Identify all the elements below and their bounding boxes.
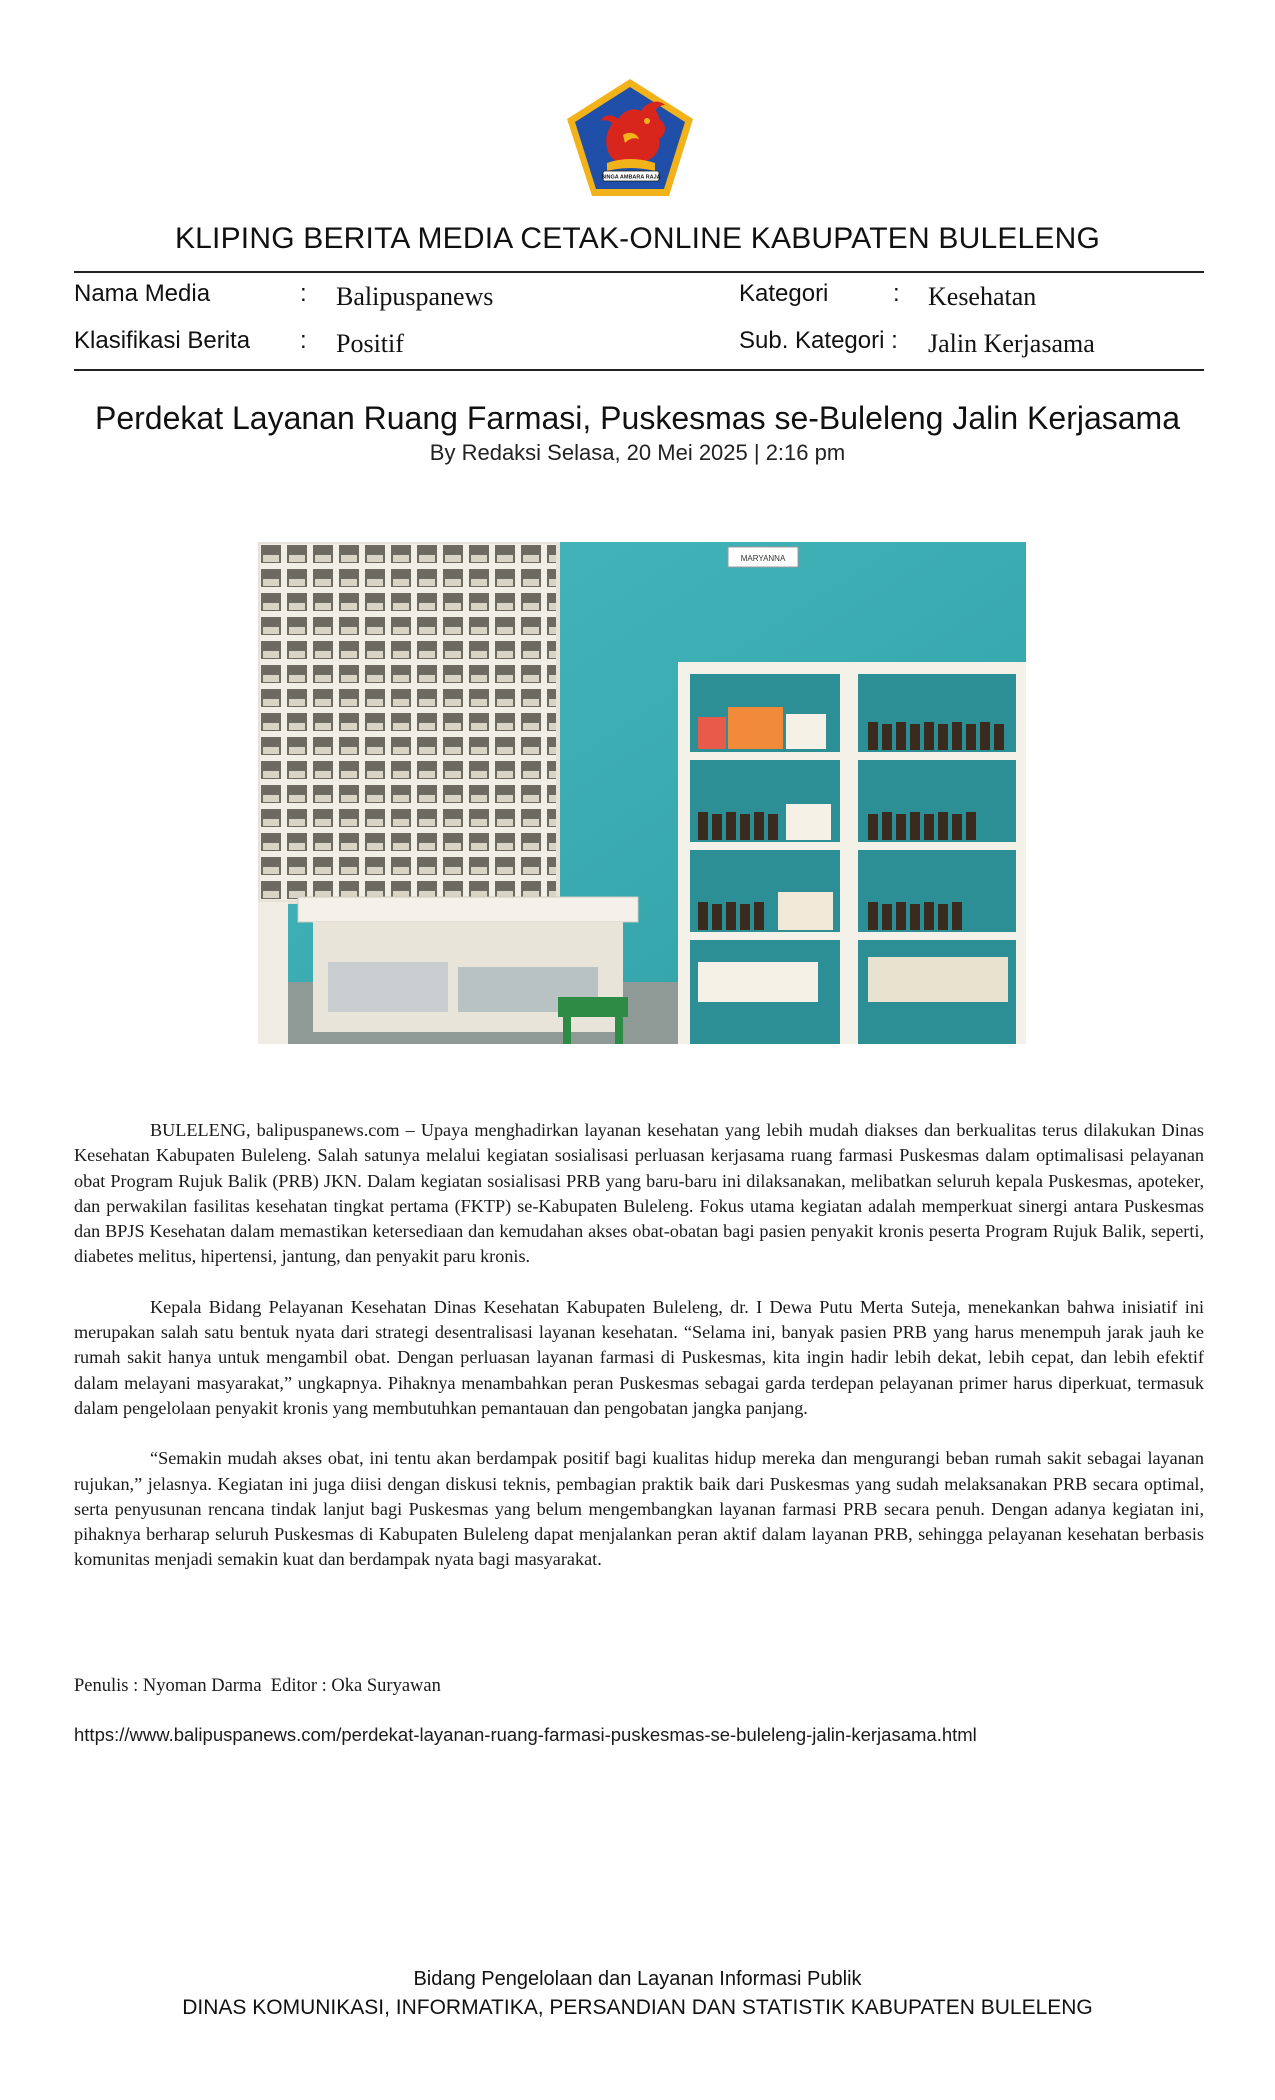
kategori-label: Kategori (739, 280, 829, 307)
header-rule-top (74, 271, 1204, 273)
article-byline: By Redaksi Selasa, 20 Mei 2025 | 2:16 pm (429, 440, 846, 465)
sub-kategori-label: Sub. Kategori : (739, 327, 898, 354)
klasifikasi-colon: : (300, 327, 307, 354)
crest-motto: SINGA AMBARA RAJA (601, 174, 661, 181)
nama-media-label: Nama Media (74, 280, 211, 307)
article-photo-pharmacy-room (258, 542, 1026, 1044)
sub-kategori-value: Jalin Kerjasama (928, 329, 1095, 358)
document-title: KLIPING BERITA MEDIA CETAK-ONLINE KABUPATEN BULELENG (174, 222, 1101, 255)
footer-department: Bidang Pengelolaan dan Layanan Informasi Publik (413, 1968, 862, 1990)
kategori-colon: : (893, 280, 900, 307)
buleleng-crest-logo (563, 75, 698, 200)
article-headline: Perdekat Layanan Ruang Farmasi, Puskesmas se-Buleleng Jalin Kerjasama (95, 400, 1180, 436)
klasifikasi-label: Klasifikasi Berita (74, 327, 251, 354)
footer-agency: DINAS KOMUNIKASI, INFORMATIKA, PERSANDIAN DAN STATISTIK KABUPATEN BULELENG (182, 1996, 1093, 2019)
article-paragraph: BULELENG, balipuspanews.com – Upaya menghadirkan layanan kesehatan yang lebih mudah diakses dan berkualitas terus dilakukan Dinas Kesehatan Kabupaten Buleleng. Salah satunya melalui kegiatan sosialisasi perluasan kerjasama ruang farmasi Puskesmas dalam optimalisasi pelayanan obat Program Rujuk Balik (PRB) JKN. Dalam kegiatan sosialisasi PRB yang baru-baru ini dilaksanakan, melibatkan seluruh kepala Puskesmas, apoteker, dan perwakilan fasilitas kesehatan tingkat pertama (FKTP) se-Kabupaten Buleleng. Fokus utama kegiatan adalah memperkuat sinergi antara Puskesmas dan BPJS Kesehatan dalam memastikan ketersediaan dan kemudahan akses obat-obatan bagi pasien penyakit kronis peserta Program Rujuk Balik, seperti, diabetes melitus, hipertensi, jantung, dan penyakit paru kronis. (74, 1120, 1204, 1267)
header-rule-bottom (74, 369, 1204, 371)
article-source-url: https://www.balipuspanews.com/perdekat-layanan-ruang-farmasi-puskesmas-se-buleleng-jalin-kerjasama.html (74, 1724, 977, 1745)
kategori-value: Kesehatan (928, 282, 1037, 311)
nama-media-colon: : (300, 280, 307, 307)
article-paragraph: “Semakin mudah akses obat, ini tentu akan berdampak positif bagi kualitas hidup mereka dan mengurangi beban rumah sakit sebagai layanan rujukan,” jelasnya. Kegiatan ini juga diisi dengan diskusi teknis, pembagian praktik baik dari Puskesmas yang sudah melaksanakan PRB secara optimal, serta penyusunan rencana tindak lanjut bagi Puskesmas yang belum mengembangkan layanan farmasi PRB secara penuh. Dengan adanya kegiatan ini, pihaknya berharap seluruh Puskesmas di Kabupaten Buleleng dapat menjalankan peran aktif dalam layanan PRB, sehingga pelayanan kesehatan berbasis komunitas menjadi semakin kuat dan berdampak nyata bagi masyarakat. (74, 1448, 1204, 1570)
article-paragraph: Kepala Bidang Pelayanan Kesehatan Dinas Kesehatan Kabupaten Buleleng, dr. I Dewa Putu Merta Suteja, menekankan bahwa inisiatif ini merupakan salah satu bentuk nyata dari strategi desentralisasi layanan kesehatan. “Selama ini, banyak pasien PRB yang harus menempuh jarak jauh ke rumah sakit hanya untuk mengambil obat. Dengan perluasan layanan farmasi di Puskesmas, kita ingin hadir lebih dekat, lebih cepat, dan lebih efektif dalam melayani masyarakat,” ungkapnya. Pihaknya menambahkan peran Puskesmas sebagai garda terdepan pelayanan primer harus diperkuat, termasuk dalam pengelolaan penyakit kronis yang membutuhkan pemantauan dan pengobatan jangka panjang. (74, 1296, 1204, 1418)
photo-wall-sign: MARYANNA (740, 554, 786, 563)
article-credits: Penulis : Nyoman Darma Editor : Oka Suryawan (74, 1676, 441, 1696)
klasifikasi-value: Positif (336, 329, 404, 358)
article-body (74, 1118, 1204, 1598)
nama-media-value: Balipuspanews (336, 282, 494, 311)
